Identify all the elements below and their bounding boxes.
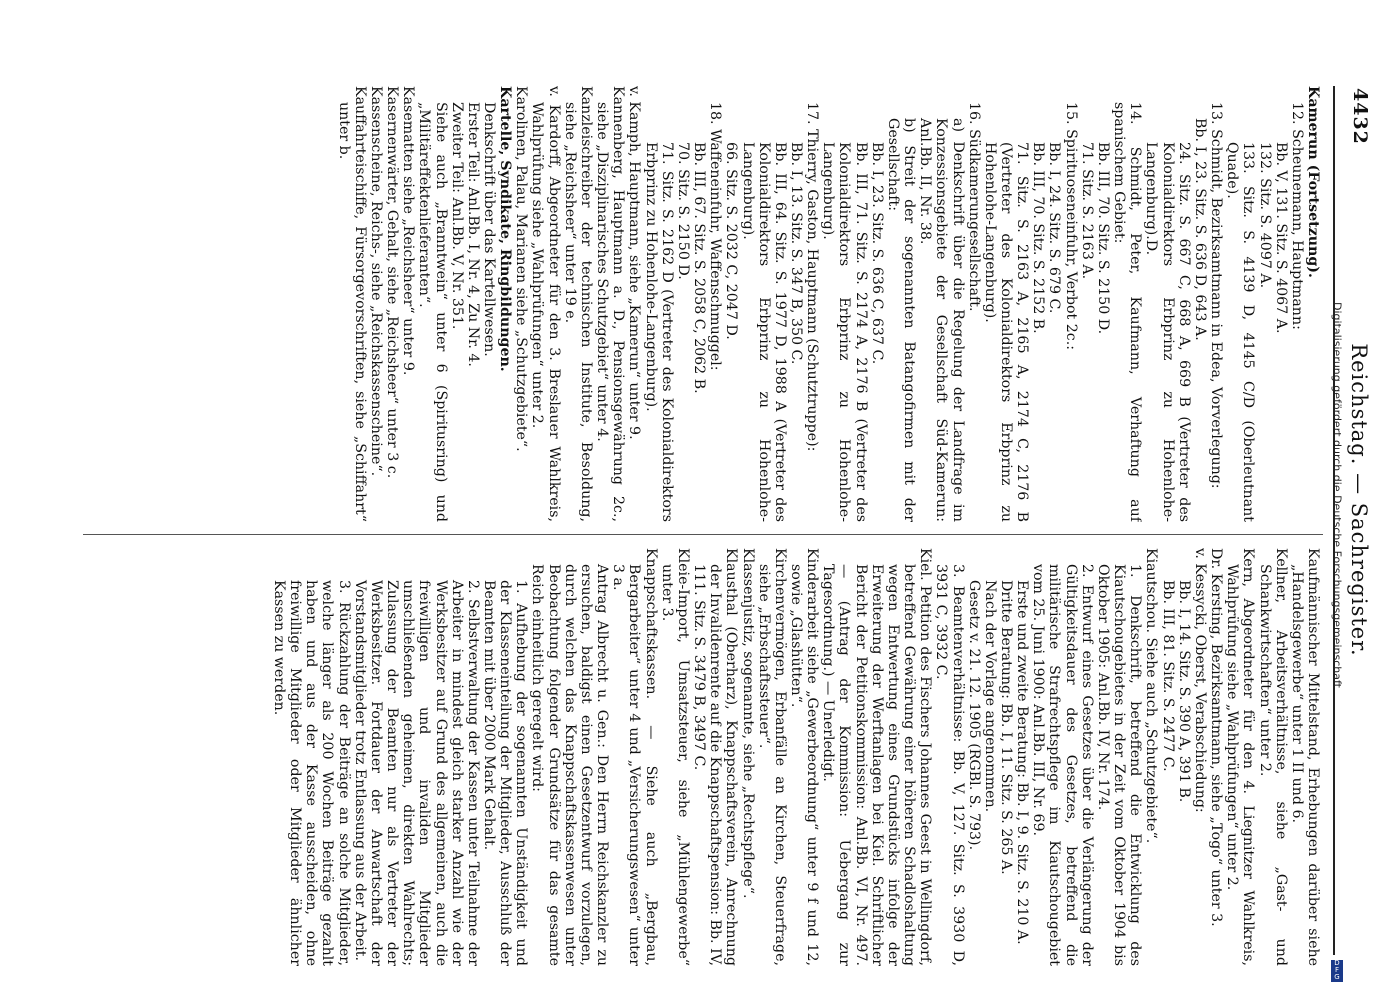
index-entry: a) Denkschrift über die Regelung der Landfrage im Konzessionsgebiete der Gesellschaft Süd-Kamerun: Anl.Bb. II, Nr. 38.	[917, 118, 966, 522]
page-number: 4432	[1349, 88, 1371, 145]
index-entry: 12. Scheunemann, Hauptmann:	[1288, 102, 1305, 330]
index-entry: Bb. I, 23. Sitz. S. 636 D, 643 A.	[1191, 118, 1208, 341]
index-entry: Bb. I, 23. Sitz. S. 636 C, 637 C.	[868, 142, 885, 365]
index-entry: 1. Aufhebung der sogenannten Unständigkeit und der Klasseneinteilung der Mitglieder, Ausschluß der Beamten mit über 2000 Mark Gehalt.	[481, 580, 530, 966]
index-entry: v. Kardorff, Abgeordneter für den 3. Breslauer Wahlkreis, Wahlprüfung siehe „Wahlprüfungen“ unter 2.	[529, 86, 562, 522]
index-entry: Kassenscheine, Reichs-, siehe „Reichskassenscheine“.	[367, 86, 384, 477]
index-entry: Bb. III, 81. Sitz. S. 2477 C.	[1159, 580, 1176, 772]
index-entry: Kanzleischreiber der technischen Institute, Besoldung, siehe „Reichsheer“ unter 19 e.	[561, 86, 594, 522]
index-entry: Klassenjustiz, sogenannte, siehe „Rechtspflege“.	[739, 548, 756, 899]
index-entry: Kamerun (Fortsetzung).	[1305, 86, 1321, 278]
index-entry: Kiel. Petition des Fischers Johannes Geest in Wellingdorf, betreffend Gewährung einer höheren Schadloshaltung wegen Entwertung eines Grundstücks infolge der Erweiterung der Werftanlagen bei Kiel. Schriftlicher Bericht der Petitionskommission: Anl.Bb. VI, Nr. 497. — (Antrag der Kommission: Uebergang zur Tagesordnung.) — Unerledigt.	[820, 548, 934, 966]
index-entry: 3. Beamtenverhältnisse: Bb. V, 127. Sitz. S. 3930 D, 3931 C, 3932 C.	[933, 564, 966, 966]
index-entry: b) Streit der sogenannten Batangofirmen mit der Gesellschaft:	[884, 118, 918, 522]
index-entry: 24. Sitz. S. 667 C, 668 A, 669 B (Vertreter des Kolonialdirektors Erbprinz zu Hohenlohe-Langenburg).D.	[1143, 142, 1192, 522]
index-entry: Kartelle, Syndikate, Ringbildungen.	[497, 86, 514, 372]
index-entry: Knappschaftskassen. — Siehe auch „Bergbau, Bergarbeiter“ unter 4 und „Versicherungswesen“ unter 3 a.	[610, 548, 659, 966]
index-entry: Denkschrift über das Kartellwesen.	[481, 102, 498, 357]
page-header	[1313, 0, 1383, 1000]
index-entry: Kiautschou. Siehe auch „Schutzgebiete“.	[1143, 548, 1160, 844]
index-entry: Bb. III, 70. Sitz. S. 2150 D.	[1094, 142, 1111, 335]
index-entry: Bb. V, 131. Sitz. S. 4067 A.	[1272, 142, 1289, 334]
index-entry: Kauffahrteischiffe, Fürsorgevorschriften, siehe „Schiffahrt“ unter b.	[335, 86, 368, 522]
index-entry: Zweiter Teil: Anl.Bb. V, Nr. 351.	[448, 102, 465, 330]
running-title: Reichstag. — Sachregister.	[1347, 343, 1371, 657]
index-entry: 71. Sitz. S. 2163 A.	[1078, 142, 1095, 280]
index-entry: Bb. I, 14. Sitz. S. 390 A, 391 B.	[1175, 580, 1192, 803]
index-entry: Siehe auch „Branntwein“ unter 6 (Spiritusring) und „Militäreffektenlieferanten“.	[416, 102, 449, 522]
index-entry: 14. Schmidt, Peter, Kaufmann, Verhaftung auf spanischem Gebiet:	[1111, 102, 1144, 522]
index-entry: Bb. I, 24. Sitz. S. 679 C.	[1046, 142, 1063, 314]
index-entry: 71. Sitz. S. 2163 A, 2165 A, 2174 C, 2176 B (Vertreter des Kolonialdirektors Erbprinz zu Hohenlohe-Langenburg).	[981, 142, 1031, 522]
index-entry: Kinderarbeit siehe „Gewerbeordnung“ unter 9 f und 12, sowie „Glashütten“.	[788, 548, 821, 966]
index-entry: 133. Sitz. S. 4139 D, 4145 C/D (Oberleutnant Quade).	[1224, 142, 1257, 522]
index-entry: Dritte Beratung: Bb. I, 11. Sitz. S. 265 A.	[998, 580, 1015, 875]
index-entry: Bb. III, 70. Sitz. S. 2152 B.	[1030, 142, 1047, 334]
index-entry: Erste und zweite Beratung: Bb. I, 9. Sitz. S. 210 A.	[1014, 580, 1031, 945]
index-entry: 15. Spirituoseneinfuhr, Verbot 2c.:	[1062, 102, 1079, 350]
index-entry: Kirchenvermögen, Erbanfälle an Kirchen, Steuerfrage, siehe „Erbschaftssteuer“.	[755, 548, 788, 966]
column-divider	[83, 534, 1323, 535]
index-entry: Kleie-Import, Umsatzsteuer, siehe „Mühlengewerbe“ unter 3.	[658, 548, 691, 966]
index-entry: Dr. Kersting, Bezirksamtmann, siehe „Togo“ unter 3.	[1208, 548, 1225, 927]
index-entry: Antrag Albrecht u. Gen.: Den Herrn Reichskanzler zu ersuchen, baldigst einen Gesetzentwurf vorzulegen, durch welchen das Knappschaftskassenwesen unter Beobachtung folgender Grundsätze für das gesamte Reich einheitlich geregelt wird:	[529, 564, 611, 966]
index-entry: 17. Thierry, Gaston, Hauptmann (Schutztruppe):	[804, 102, 821, 452]
index-column-right	[91, 548, 1321, 966]
index-entry: 2. Selbstverwaltung der Kassen unter Teilnahme der Arbeiter in mindest gleich starker Anzahl wie der Werksbesitzer auf Grund des allgemeinen, auch die freiwilligen und invaliden Mitglieder umschließenden geheimen, direkten Wahlrechts; Zulassung der Beamten nur als Vertreter der Werksbesitzer. Fortdauer der Anwartschaft der Vorstandsmitglieder trotz Entlassung aus der Arbeit.	[351, 580, 481, 966]
index-entry: 16. Südkamerungesellschaft.	[965, 102, 982, 312]
index-entry: 2. Entwurf eines Gesetzes über die Verlängerung der Gültigkeitsdauer des Gesetzes, betreffend die militärische Strafrechtspflege im Kiautschougebiet vom 25. Juni 1900: Anl.Bb. III, Nr. 69.	[1030, 564, 1095, 966]
dfg-logo: D F G	[1331, 960, 1343, 982]
index-entry: Kasernenwärter, Gehalt, siehe „Reichsheer“ unter 3 c.	[384, 86, 401, 479]
index-entry: Bb. III, 67. Sitz. S. 2058 C, 2062 B.	[691, 142, 708, 394]
index-entry: 3. Rückzahlung der Beiträge an solche Mitglieder, welche länger als 200 Wochen Beiträge gezahlt haben und aus der Kasse ausscheiden, ohne freiwillige Mitglieder oder Mitglieder ähnlicher Kassen zu werden.	[271, 580, 352, 966]
index-entry: Kasematten siehe „Reichsheer“ unter 9.	[400, 86, 417, 376]
index-entry: Nach der Vorlage angenommen.	[981, 580, 998, 813]
index-entry: Kaufmännischer Mittelstand, Erhebungen darüber siehe „Handelsgewerbe“ unter 1 II und 6.	[1288, 548, 1321, 966]
index-entry: Kern, Abgeordneter für den 4. Liegnitzer Wahlkreis, Wahlprüfung siehe „Wahlprüfungen“ unter 2.	[1224, 548, 1257, 966]
index-entry: Bb. III, 71. Sitz. S. 2174 A, 2176 B (Vertreter des Kolonialdirektors Erbprinz zu Hohenlohe-Langenburg).	[820, 142, 869, 522]
index-entry: 71. Sitz. S. 2162 D (Vertreter des Kolonialdirektors Erbprinz zu Hohenlohe-Langenburg).	[642, 142, 675, 522]
index-entry: v. Kessycki, Oberst, Verabschiedung:	[1191, 548, 1208, 813]
index-entry: Kellner, Arbeitsverhältnisse, siehe „Gast- und Schankwirtschaften“ unter 2.	[1256, 548, 1289, 966]
index-entry: Bb. III, 64. Sitz. S. 1977 D, 1988 A (Vertreter des Kolonialdirektors Erbprinz zu Hohenlohe-Langenburg).	[739, 142, 788, 522]
index-entry: 66. Sitz. S. 2032 C, 2047 D.	[723, 142, 740, 340]
index-entry: 1. Denkschrift, betreffend die Entwicklung des Kiautschougebietes in der Zeit vom Oktober 1904 bis Oktober 1905: Anl.Bb. IV, Nr. 174.	[1094, 564, 1144, 966]
index-entry: 132. Sitz. S. 4097 A.	[1256, 142, 1273, 289]
index-entry: 13. Schmidt, Bezirksamtmann in Edea, Vorverlegung:	[1208, 102, 1225, 489]
index-entry: Gesetz v. 21. 12. 1905 (RGBl. S. 793).	[965, 580, 982, 851]
index-entry: Klausthal (Oberharz), Knappschaftsverein, Anrechnung der Invalidenrente auf die Knappschaftspension: Bb. IV, 111. Sitz. S. 3479 B, 3497 C.	[691, 548, 740, 966]
digitization-credit	[1327, 0, 1347, 990]
index-entry: 70. Sitz. S. 2150 D.	[674, 142, 691, 280]
index-entry: Kannenberg, Hauptmann a. D., Pensionsgewährung 2c., siehe „Disziplinarisches Schutzgebiet“ unter 4.	[594, 86, 627, 522]
index-column-left	[91, 86, 1321, 522]
index-entry: Karolinen, Palau, Marianen siehe „Schutzgebiete“.	[513, 86, 530, 452]
index-entry: Erster Teil: Anl.Bb. I, Nr. 4, Zu Nr. 4.	[464, 102, 481, 367]
credit-text: Digitalisierung gefördert durch die Deutsche Forschungsgemeinschaft	[1330, 302, 1344, 688]
index-entry: Bb. I, 13. Sitz. S. 347 B, 350 C.	[788, 142, 804, 365]
index-entry: v. Kamph, Hauptmann, siehe „Kamerun“ unter 9.	[626, 86, 643, 440]
index-entry: 18. Waffeneinfuhr, Waffenschmuggel:	[707, 102, 724, 371]
